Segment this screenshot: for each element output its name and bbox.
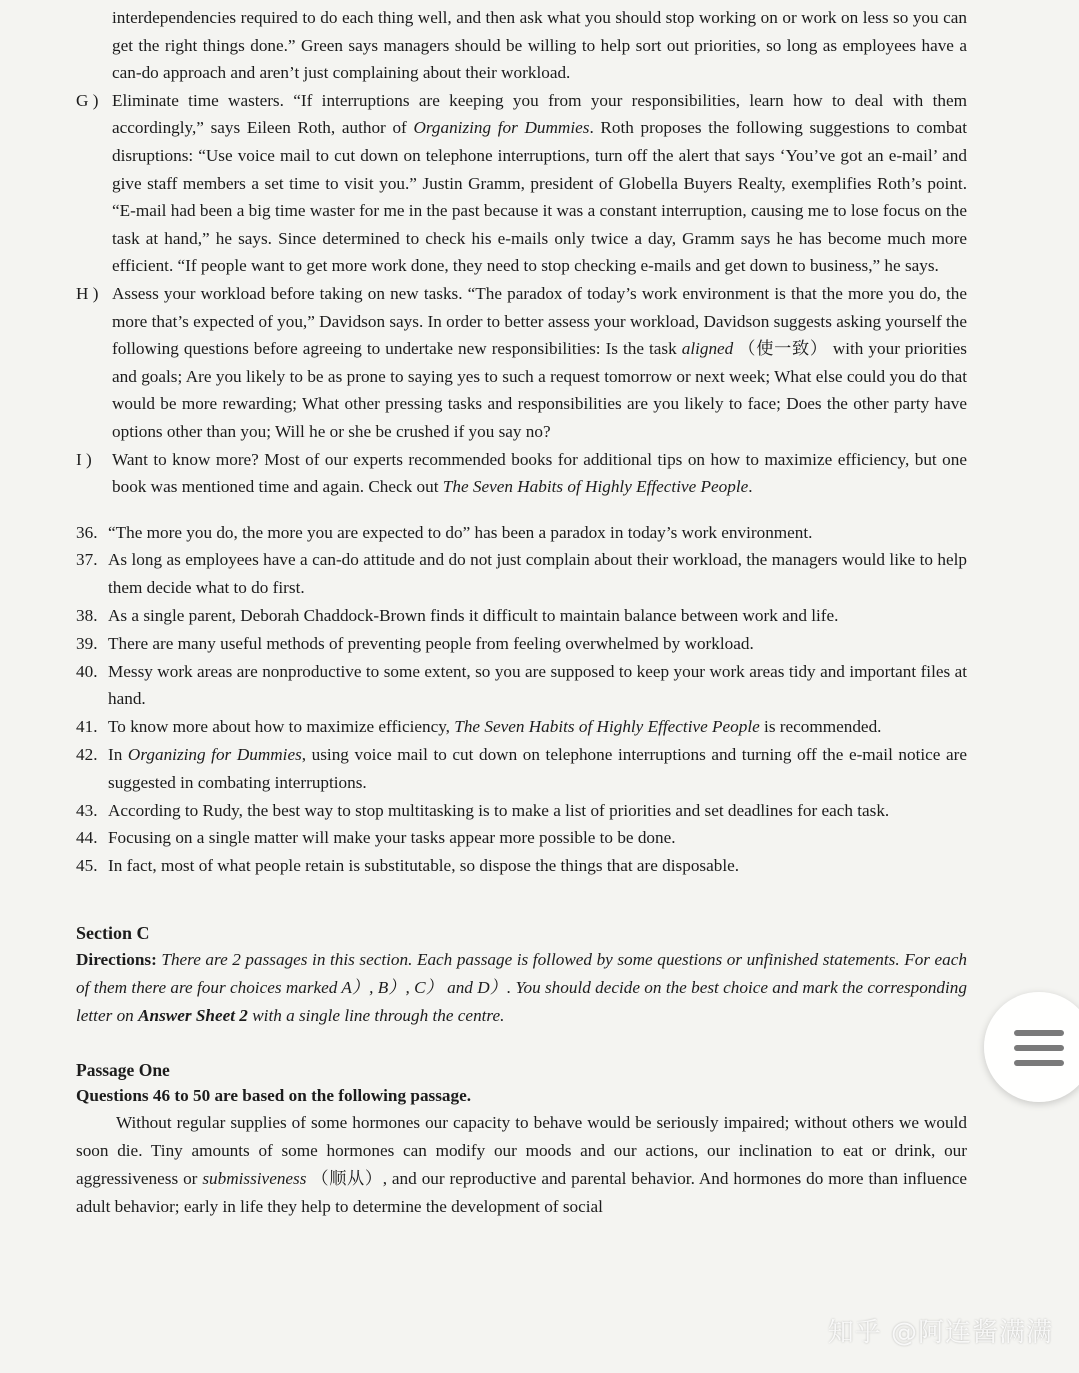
statement-number: 41. — [76, 717, 98, 737]
paragraph-h — [76, 280, 967, 446]
paragraph-text: Eliminate time wasters. “If interruptions are keeping you from your responsibilities, learn how to deal with them accordingly,” says Eileen Roth, author of — [112, 90, 967, 138]
statement-item — [76, 852, 967, 880]
paragraph-f-continued — [76, 4, 967, 87]
statement-text: According to Rudy, the best way to stop multitasking is to make a list of priorities and set deadlines for each task. — [108, 800, 890, 820]
paragraph-i — [76, 446, 967, 501]
statement-item — [76, 824, 967, 852]
statement-text: To know more about how to maximize efficiency, — [108, 717, 455, 737]
glossed-word: submissiveness — [202, 1169, 307, 1189]
statement-text: Messy work areas are nonproductive to some extent, so you are supposed to keep your work areas tidy and important files at hand. — [108, 661, 967, 709]
statement-number: 38. — [76, 606, 98, 626]
statement-text: Focusing on a single matter will make your tasks appear more possible to be done. — [108, 828, 676, 848]
statement-number: 43. — [76, 800, 98, 820]
statement-number: 44. — [76, 828, 98, 848]
statement-list — [76, 519, 967, 880]
statement-text: In — [108, 745, 128, 765]
paragraph-text: Assess your workload before taking on new tasks. “The paradox of today’s work environment is that the more you do, the more that’s expected of you,” Davidson says. In order to better assess your workload, Davidson suggests asking yourself the following questions before agreeing to undertake new responsibilities: Is the task — [112, 283, 967, 359]
statement-number: 40. — [76, 661, 98, 681]
statement-item — [76, 519, 967, 547]
statement-number: 37. — [76, 550, 98, 570]
passage-text: Without regular supplies of some hormones our capacity to behave would be seriously impaired; without others we would soon die. Tiny amounts of some hormones can modify our moods and our actions, our inclination to eat or drink, our aggressiveness or — [76, 1113, 967, 1189]
statement-text: “The more you do, the more you are expected to do” has been a paradox in today’s work environment. — [108, 522, 813, 542]
statement-item — [76, 602, 967, 630]
statement-item — [76, 797, 967, 825]
statement-text: is recommended. — [759, 717, 882, 737]
directions-label: Directions: — [76, 950, 157, 970]
passage-text: （顺从）, and our reproductive and parental behavior. And hormones do more than influence adult behavior; early in life they help to determine the development of social — [76, 1169, 967, 1216]
answer-sheet-ref: Answer Sheet 2 — [138, 1005, 248, 1025]
paragraph-f-text: interdependencies required to do each thing well, and then ask what you should stop working on or work on less so you can get the right things done.” Green says managers should be willing to help sort out priorities, so long as employees have a can-do approach and aren’t just complaining about their workload. — [112, 8, 967, 83]
statement-text: , using voice mail to cut down on telephone interruptions and turning off the e-mail notice are suggested in combating interruptions. — [108, 745, 967, 792]
passage-subtitle: Questions 46 to 50 are based on the following passage. — [76, 1086, 472, 1106]
paragraph-label: I ) — [76, 449, 92, 469]
statement-number: 36. — [76, 522, 98, 542]
book-title: Organizing for Dummies — [413, 118, 590, 138]
statement-item — [76, 713, 967, 741]
passage-body — [76, 1109, 967, 1220]
paragraph-text: （使一致） with your priorities and goals; Are you likely to be as prone to saying yes to such a request tomorrow or next week; What else could you do that would be more rewarding; What other pressing tasks and responsibilities are you likely to face; Does the other party have options other than you; Will he or she be crushed if you say no? — [112, 339, 967, 441]
hamburger-icon — [1014, 1030, 1064, 1066]
passage-title: Passage One — [76, 1060, 170, 1081]
statement-item — [76, 630, 967, 658]
book-title: The Seven Habits of Highly Effective People — [454, 717, 760, 737]
statement-text: There are many useful methods of preventing people from feeling overwhelmed by workload. — [108, 633, 754, 653]
statement-item — [76, 658, 967, 714]
paragraph-label: H ) — [76, 283, 99, 303]
book-title: The Seven Habits of Highly Effective People — [442, 477, 749, 497]
paragraph-text: . — [748, 477, 753, 497]
statement-text: As a single parent, Deborah Chaddock-Brown finds it difficult to maintain balance between work and life. — [108, 606, 839, 626]
directions-text: There are 2 passages in this section. Each passage is followed by some questions or unfinished statements. For each of them there are four choices marked A）, B）, C） and D）. You should decide on the best choice and mark the corresponding letter on — [76, 950, 967, 1025]
paragraph-label: G ) — [76, 90, 99, 110]
watermark-text: 知乎 @阿连酱满满 — [827, 1318, 1053, 1348]
statement-text: In fact, most of what people retain is substitutable, so dispose the things that are disposable. — [108, 856, 740, 876]
statement-number: 39. — [76, 633, 98, 653]
glossed-word: aligned — [681, 339, 734, 359]
statement-number: 45. — [76, 856, 98, 876]
book-title: Organizing for Dummies — [127, 745, 302, 765]
paragraph-g — [76, 87, 967, 280]
section-title: Section C — [76, 923, 150, 944]
statement-item — [76, 546, 967, 602]
statement-item — [76, 741, 967, 797]
paragraph-text: . Roth proposes the following suggestions to combat disruptions: “Use voice mail to cut down on telephone interruptions, turn off the alert that says ‘You’ve got an e-mail’ and give staff members a set time to visit you.” Justin Gramm, president of Globella Buyers Realty, exemplifies Roth’s point. “E-mail had been a big time waster for me in the past because it was a constant interruption, causing me to lose focus on the task at hand,” he says. Since determined to check his e-mails only twice a day, Gramm says he has become much more efficient. “If people want to get more work done, they need to stop checking e-mails and get down to business,” he says. — [112, 118, 967, 276]
section-directions — [76, 946, 967, 1029]
statement-number: 42. — [76, 745, 98, 765]
directions-text: with a single line through the centre. — [247, 1005, 505, 1025]
section-c — [76, 920, 967, 1029]
paragraph-text: Want to know more? Most of our experts recommended books for additional tips on how to maximize efficiency, but one book was mentioned time and again. Check out — [112, 449, 967, 497]
statement-text: As long as employees have a can-do attitude and do not just complain about their workload, the managers would like to help them decide what to do first. — [108, 550, 967, 598]
